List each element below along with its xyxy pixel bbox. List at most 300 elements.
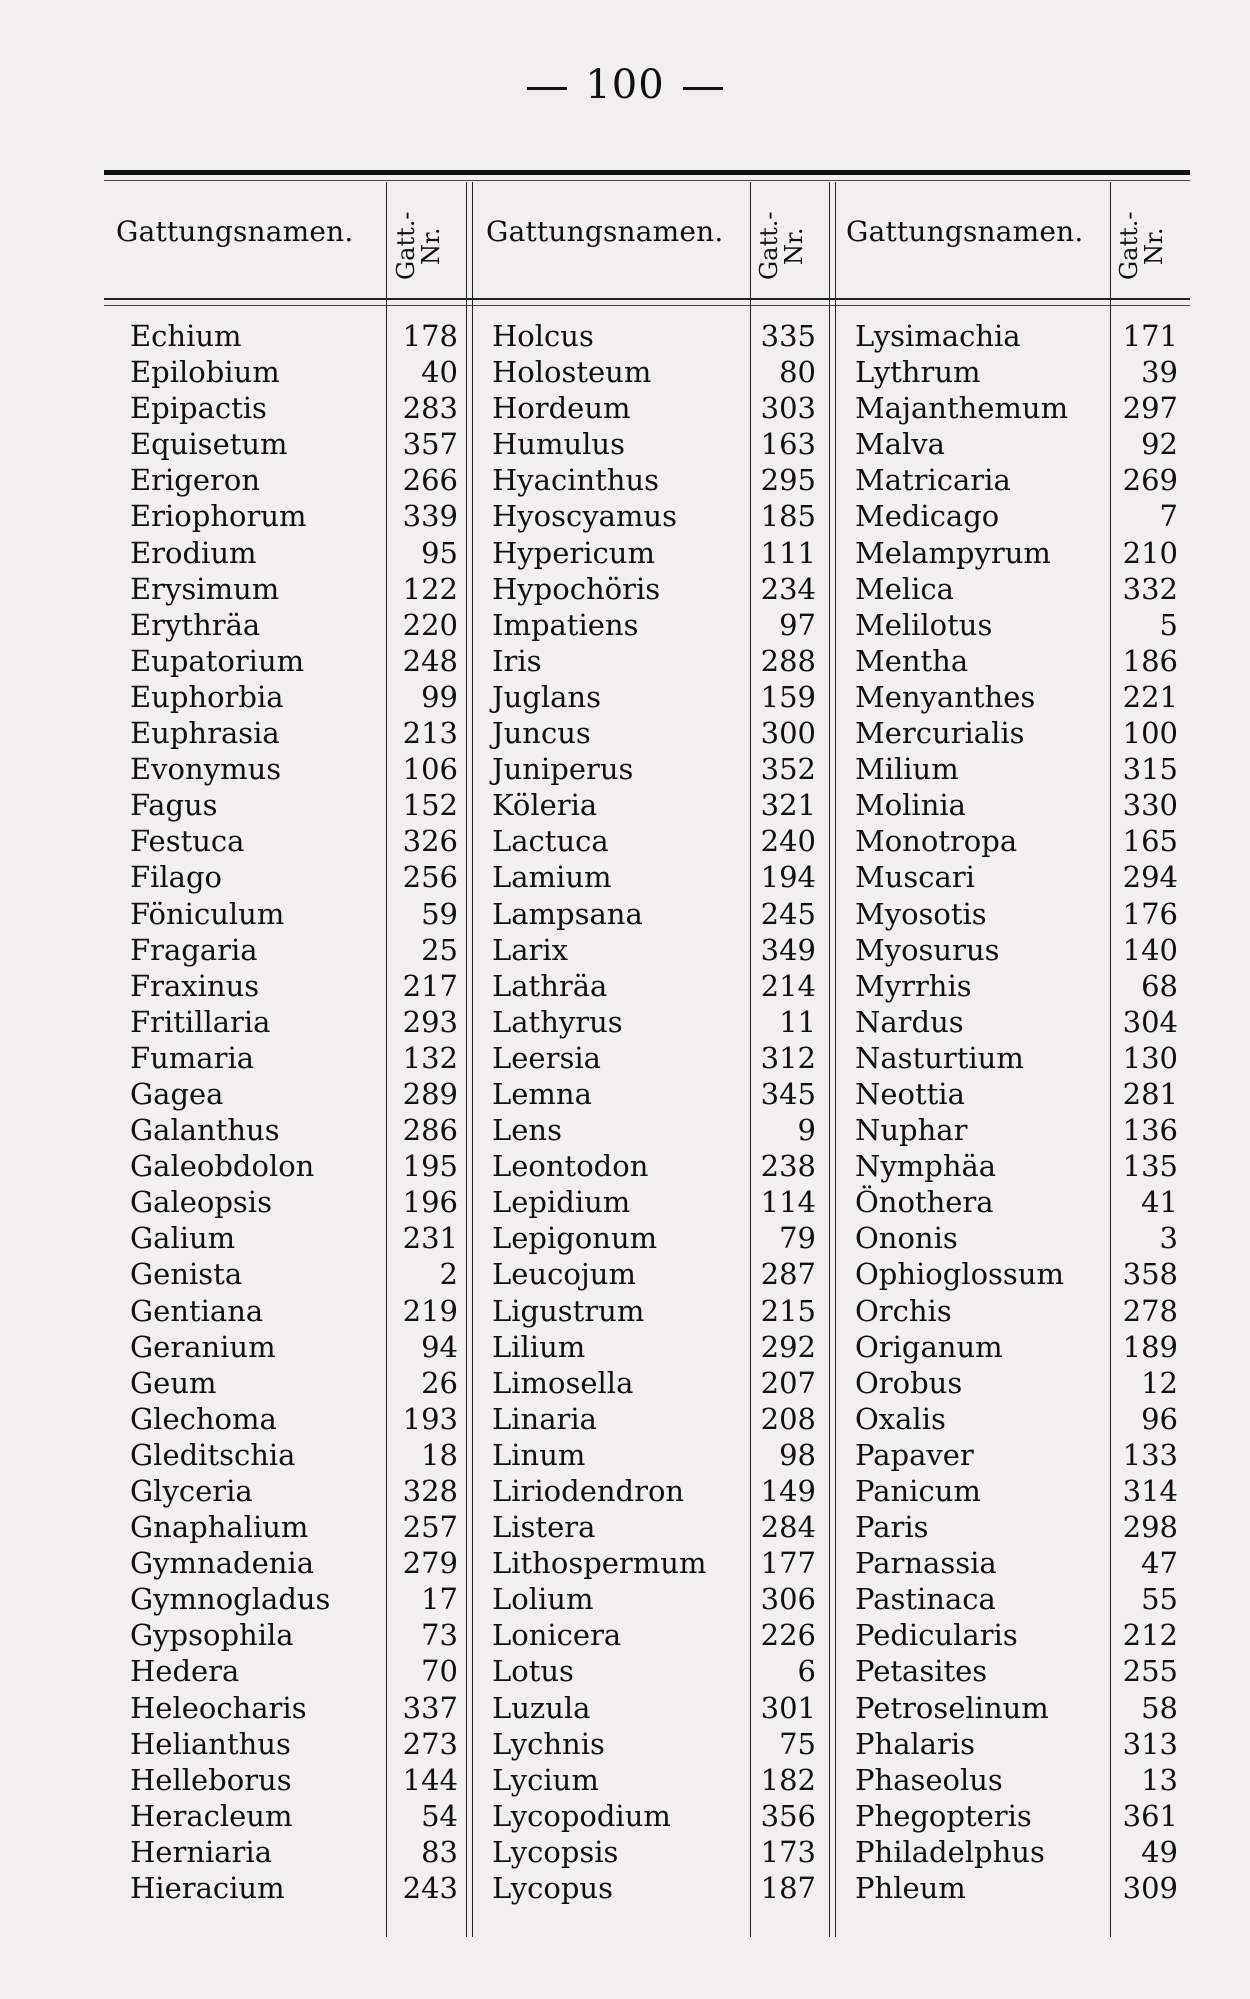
genus-number: 245 [760, 896, 816, 931]
genus-name: Petasites [855, 1654, 988, 1689]
table-row [130, 1834, 460, 1870]
genus-name: Phleum [855, 1871, 966, 1906]
header-gatt-nr-1: Gatt.-Nr. [392, 211, 446, 281]
genus-name: Equisetum [130, 427, 288, 462]
genus-number: 26 [421, 1365, 458, 1400]
table-row [130, 1617, 460, 1653]
table-row [855, 498, 1185, 534]
genus-number: 303 [760, 391, 816, 426]
genus-name: Önothera [855, 1185, 994, 1220]
genus-name: Lotus [492, 1654, 574, 1689]
genus-name: Ononis [855, 1221, 958, 1256]
genus-name: Lathräa [492, 968, 608, 1003]
genus-number: 226 [760, 1618, 816, 1653]
table-row [130, 318, 460, 354]
genus-name: Muscari [855, 860, 975, 895]
genus-number: 92 [1141, 427, 1178, 462]
genus-number: 212 [1122, 1618, 1178, 1653]
table-row [130, 535, 460, 571]
table-row [855, 751, 1185, 787]
genus-number: 288 [760, 643, 816, 678]
table-row [492, 896, 822, 932]
table-row [492, 1762, 822, 1798]
genus-number: 40 [421, 355, 458, 390]
genus-name: Phalaris [855, 1726, 976, 1761]
genus-name: Geum [130, 1365, 217, 1400]
header-gatt-nr-3: Gatt.-Nr. [1115, 211, 1169, 281]
table-row [492, 1870, 822, 1906]
table-row [492, 1329, 822, 1365]
table-row [855, 318, 1185, 354]
genus-name: Lathyrus [492, 1004, 623, 1039]
genus-number: 130 [1122, 1040, 1178, 1075]
genus-number: 328 [402, 1474, 458, 1508]
genus-name: Festuca [130, 824, 245, 859]
table-row [130, 1653, 460, 1689]
genus-number: 293 [402, 1004, 458, 1039]
table-row [130, 643, 460, 679]
genus-number: 297 [1122, 391, 1178, 426]
genus-name: Eupatorium [130, 643, 305, 678]
genus-name: Lilium [492, 1329, 586, 1364]
genus-number: 58 [1141, 1690, 1178, 1725]
genus-number: 289 [402, 1076, 458, 1111]
table-row [855, 896, 1185, 932]
table-row [855, 1870, 1185, 1906]
table-row [855, 1220, 1185, 1256]
table-row [130, 1726, 460, 1762]
genus-name: Holosteum [492, 355, 652, 390]
genus-number: 295 [760, 463, 816, 498]
table-row [130, 462, 460, 498]
genus-number: 238 [760, 1149, 816, 1184]
genus-number: 214 [760, 968, 816, 1003]
genus-name: Lysimachia [855, 319, 1021, 353]
genus-name: Lamium [492, 860, 612, 895]
genus-name: Holcus [492, 319, 594, 353]
genus-number: 248 [402, 643, 458, 678]
table-row [130, 1473, 460, 1509]
genus-name: Gymnogladus [130, 1582, 331, 1617]
table-row [130, 571, 460, 607]
genus-number: 39 [1141, 355, 1178, 390]
genus-number: 149 [760, 1474, 816, 1508]
genus-name: Panicum [855, 1474, 981, 1508]
genus-number: 173 [760, 1834, 816, 1869]
genus-number: 298 [1122, 1510, 1178, 1545]
genus-name: Erodium [130, 535, 257, 570]
genus-number: 234 [760, 571, 816, 606]
genus-name: Gnaphalium [130, 1510, 309, 1545]
genus-name: Linum [492, 1437, 586, 1472]
genus-name: Hyoscyamus [492, 499, 677, 534]
table-row [855, 1509, 1185, 1545]
genus-number: 83 [421, 1834, 458, 1869]
table-row [492, 679, 822, 715]
genus-name: Galeobdolon [130, 1149, 315, 1184]
genus-number: 94 [421, 1329, 458, 1364]
genus-number: 321 [760, 788, 816, 823]
genus-name: Galanthus [130, 1113, 280, 1148]
genus-name: Gymnadenia [130, 1546, 314, 1581]
genus-number: 177 [760, 1546, 816, 1581]
table-row [855, 1112, 1185, 1148]
genus-column-2 [492, 318, 822, 1906]
genus-name: Helleborus [130, 1762, 292, 1797]
table-row [130, 715, 460, 751]
genus-name: Erythräa [130, 607, 261, 642]
genus-number: 54 [421, 1798, 458, 1833]
genus-number: 3 [1159, 1221, 1178, 1256]
table-row [855, 1473, 1185, 1509]
genus-name: Glyceria [130, 1474, 253, 1508]
table-row [855, 1762, 1185, 1798]
table-row [492, 787, 822, 823]
genus-number: 309 [1122, 1871, 1178, 1906]
genus-name: Malva [855, 427, 945, 462]
genus-name: Myosotis [855, 896, 987, 931]
genus-name: Heracleum [130, 1798, 293, 1833]
table-row [130, 498, 460, 534]
divider-col-2b [835, 182, 836, 1937]
genus-number: 217 [402, 968, 458, 1003]
genus-number: 80 [779, 355, 816, 390]
genus-number: 313 [1122, 1726, 1178, 1761]
genus-number: 356 [760, 1798, 816, 1833]
genus-name: Euphrasia [130, 716, 280, 751]
table-row [130, 1762, 460, 1798]
genus-name: Iris [492, 643, 542, 678]
genus-number: 6 [797, 1654, 816, 1689]
genus-number: 96 [1141, 1401, 1178, 1436]
genus-name: Luzula [492, 1690, 591, 1725]
genus-name: Nymphäa [855, 1149, 997, 1184]
genus-number: 301 [760, 1690, 816, 1725]
genus-name: Galeopsis [130, 1185, 272, 1220]
genus-name: Juglans [492, 679, 601, 714]
table-row [130, 1437, 460, 1473]
table-row [492, 1653, 822, 1689]
table-row [492, 1040, 822, 1076]
genus-name: Medicago [855, 499, 1000, 534]
table-row [492, 1148, 822, 1184]
genus-name: Lolium [492, 1582, 594, 1617]
genus-name: Epipactis [130, 391, 267, 426]
genus-number: 287 [760, 1257, 816, 1292]
table-row [855, 1617, 1185, 1653]
genus-name: Myosurus [855, 932, 1000, 967]
genus-name: Gagea [130, 1076, 224, 1111]
genus-column-1 [130, 318, 460, 1906]
genus-name: Ophioglossum [855, 1257, 1064, 1292]
genus-name: Gleditschia [130, 1437, 296, 1472]
table-row [855, 426, 1185, 462]
table-row [492, 1798, 822, 1834]
genus-number: 326 [402, 824, 458, 859]
table-row [130, 1004, 460, 1040]
table-row [492, 1509, 822, 1545]
genus-name: Lycopsis [492, 1834, 619, 1869]
table-row [855, 1653, 1185, 1689]
table-row [855, 787, 1185, 823]
genus-name: Majanthemum [855, 391, 1069, 426]
genus-number: 49 [1141, 1834, 1178, 1869]
genus-name: Hypochöris [492, 571, 661, 606]
genus-number: 95 [421, 535, 458, 570]
table-row [855, 1401, 1185, 1437]
genus-name: Filago [130, 860, 222, 895]
table-row [492, 859, 822, 895]
genus-name: Petroselinum [855, 1690, 1049, 1725]
genus-number: 196 [402, 1185, 458, 1220]
genus-name: Orobus [855, 1365, 963, 1400]
table-row [492, 1004, 822, 1040]
table-row [492, 535, 822, 571]
genus-name: Lycopus [492, 1871, 613, 1906]
table-row [492, 823, 822, 859]
top-rule-thin [104, 180, 1190, 181]
table-row [130, 1220, 460, 1256]
genus-name: Fritillaria [130, 1004, 271, 1039]
genus-name: Limosella [492, 1365, 634, 1400]
table-row [492, 1690, 822, 1726]
genus-number: 136 [1122, 1113, 1178, 1148]
table-row [492, 1726, 822, 1762]
genus-number: 195 [402, 1149, 458, 1184]
table-row [855, 1581, 1185, 1617]
table-row [130, 607, 460, 643]
genus-name: Juniperus [492, 752, 634, 787]
table-row [492, 426, 822, 462]
table-row [130, 1256, 460, 1292]
genus-number: 207 [760, 1365, 816, 1400]
genus-number: 257 [402, 1510, 458, 1545]
table-row [492, 354, 822, 390]
genus-number: 349 [760, 932, 816, 967]
genus-name: Geranium [130, 1329, 276, 1364]
genus-name: Hedera [130, 1654, 240, 1689]
genus-name: Larix [492, 932, 569, 967]
genus-name: Galium [130, 1221, 236, 1256]
genus-number: 106 [402, 752, 458, 787]
genus-number: 12 [1141, 1365, 1178, 1400]
table-row [855, 571, 1185, 607]
genus-number: 240 [760, 824, 816, 859]
genus-name: Hypericum [492, 535, 655, 570]
genus-number: 73 [421, 1618, 458, 1653]
genus-name: Liriodendron [492, 1474, 685, 1508]
genus-number: 25 [421, 932, 458, 967]
genus-name: Matricaria [855, 463, 1011, 498]
table-row [492, 498, 822, 534]
genus-name: Lythrum [855, 355, 981, 390]
genus-name: Fumaria [130, 1040, 255, 1075]
dash-left [527, 87, 567, 90]
genus-number: 345 [760, 1076, 816, 1111]
table-row [130, 1184, 460, 1220]
genus-number: 231 [402, 1221, 458, 1256]
table-row [492, 390, 822, 426]
table-row [855, 607, 1185, 643]
genus-number: 358 [1122, 1257, 1178, 1292]
genus-number: 99 [421, 679, 458, 714]
genus-number: 68 [1141, 968, 1178, 1003]
genus-number: 315 [1122, 752, 1178, 787]
genus-name: Juncus [492, 716, 591, 751]
genus-number: 159 [760, 679, 816, 714]
genus-name: Lonicera [492, 1618, 622, 1653]
genus-name: Hieracium [130, 1871, 285, 1906]
genus-number: 176 [1122, 896, 1178, 931]
table-row [492, 318, 822, 354]
genus-number: 135 [1122, 1149, 1178, 1184]
genus-name: Eriophorum [130, 499, 307, 534]
genus-number: 9 [797, 1113, 816, 1148]
genus-number: 122 [402, 571, 458, 606]
genus-number: 357 [402, 427, 458, 462]
genus-name: Molinia [855, 788, 966, 823]
genus-name: Gentiana [130, 1293, 264, 1328]
divider-col-1b [472, 182, 473, 1937]
genus-column-3 [855, 318, 1185, 1906]
genus-name: Hyacinthus [492, 463, 660, 498]
page-number-text: 100 [585, 62, 665, 108]
genus-name: Hordeum [492, 391, 631, 426]
genus-name: Heleocharis [130, 1690, 307, 1725]
table-row [855, 1148, 1185, 1184]
genus-number: 140 [1122, 932, 1178, 967]
genus-number: 18 [421, 1437, 458, 1472]
genus-name: Oxalis [855, 1401, 946, 1436]
table-row [855, 1329, 1185, 1365]
table-row [130, 1545, 460, 1581]
genus-number: 97 [779, 607, 816, 642]
table-row [855, 1293, 1185, 1329]
genus-name: Mercurialis [855, 716, 1025, 751]
genus-name: Lycopodium [492, 1798, 671, 1833]
table-row [492, 1473, 822, 1509]
table-row [130, 426, 460, 462]
genus-name: Glechoma [130, 1401, 277, 1436]
genus-name: Paris [855, 1510, 929, 1545]
table-row [855, 1040, 1185, 1076]
table-row [130, 1076, 460, 1112]
table-row [130, 1690, 460, 1726]
table-row [855, 1365, 1185, 1401]
table-row [130, 390, 460, 426]
table-row [492, 1401, 822, 1437]
genus-name: Lycium [492, 1762, 599, 1797]
genus-number: 187 [760, 1871, 816, 1906]
genus-number: 314 [1122, 1474, 1178, 1508]
genus-name: Menyanthes [855, 679, 1036, 714]
table-row [855, 1256, 1185, 1292]
genus-number: 281 [1122, 1076, 1178, 1111]
table-row [855, 390, 1185, 426]
genus-number: 70 [421, 1654, 458, 1689]
genus-number: 185 [760, 499, 816, 534]
table-row [130, 1365, 460, 1401]
table-row [492, 643, 822, 679]
table-row [130, 896, 460, 932]
genus-number: 17 [421, 1582, 458, 1617]
genus-number: 273 [402, 1726, 458, 1761]
genus-number: 278 [1122, 1293, 1178, 1328]
genus-name: Leucojum [492, 1257, 636, 1292]
dash-right [683, 87, 723, 90]
header-rule [104, 298, 1190, 300]
genus-name: Melica [855, 571, 954, 606]
genus-name: Impatiens [492, 607, 639, 642]
genus-name: Neottia [855, 1076, 965, 1111]
header-gattungsnamen-3: Gattungsnamen. [846, 215, 1084, 248]
genus-name: Papaver [855, 1437, 974, 1472]
genus-number: 306 [760, 1582, 816, 1617]
genus-number: 59 [421, 896, 458, 931]
genus-number: 243 [402, 1871, 458, 1906]
genus-number: 220 [402, 607, 458, 642]
table-row [492, 932, 822, 968]
genus-number: 332 [1122, 571, 1178, 606]
genus-name: Orchis [855, 1293, 952, 1328]
table-row [130, 1148, 460, 1184]
genus-number: 152 [402, 788, 458, 823]
genus-number: 213 [402, 716, 458, 751]
genus-name: Euphorbia [130, 679, 284, 714]
table-row [130, 354, 460, 390]
genus-name: Epilobium [130, 355, 280, 390]
genus-name: Phegopteris [855, 1798, 1032, 1833]
table-row [492, 1293, 822, 1329]
table-row [492, 1076, 822, 1112]
table-row [130, 1401, 460, 1437]
genus-number: 133 [1122, 1437, 1178, 1472]
table-row [492, 1437, 822, 1473]
genus-number: 163 [760, 427, 816, 462]
page-number [0, 62, 1250, 108]
genus-name: Echium [130, 319, 242, 353]
genus-number: 178 [402, 319, 458, 353]
genus-name: Nuphar [855, 1113, 968, 1148]
genus-number: 5 [1159, 607, 1178, 642]
genus-name: Fagus [130, 788, 218, 823]
table-row [130, 932, 460, 968]
genus-name: Evonymus [130, 752, 282, 787]
header-gattungsnamen-2: Gattungsnamen. [486, 215, 724, 248]
genus-name: Pastinaca [855, 1582, 996, 1617]
genus-number: 11 [779, 1004, 816, 1039]
table-row [130, 1329, 460, 1365]
table-row [855, 679, 1185, 715]
divider-col-1a [466, 182, 467, 1937]
table-row [492, 1581, 822, 1617]
genus-name: Erigeron [130, 463, 261, 498]
table-row [855, 715, 1185, 751]
genus-name: Herniaria [130, 1834, 272, 1869]
genus-name: Nardus [855, 1004, 964, 1039]
genus-number: 294 [1122, 860, 1178, 895]
genus-name: Ligustrum [492, 1293, 645, 1328]
genus-number: 292 [760, 1329, 816, 1364]
table-row [855, 823, 1185, 859]
genus-number: 339 [402, 499, 458, 534]
table-row [130, 1798, 460, 1834]
genus-name: Parnassia [855, 1546, 997, 1581]
genus-number: 352 [760, 752, 816, 787]
table-row [130, 1112, 460, 1148]
table-row [855, 968, 1185, 1004]
table-row [855, 1437, 1185, 1473]
